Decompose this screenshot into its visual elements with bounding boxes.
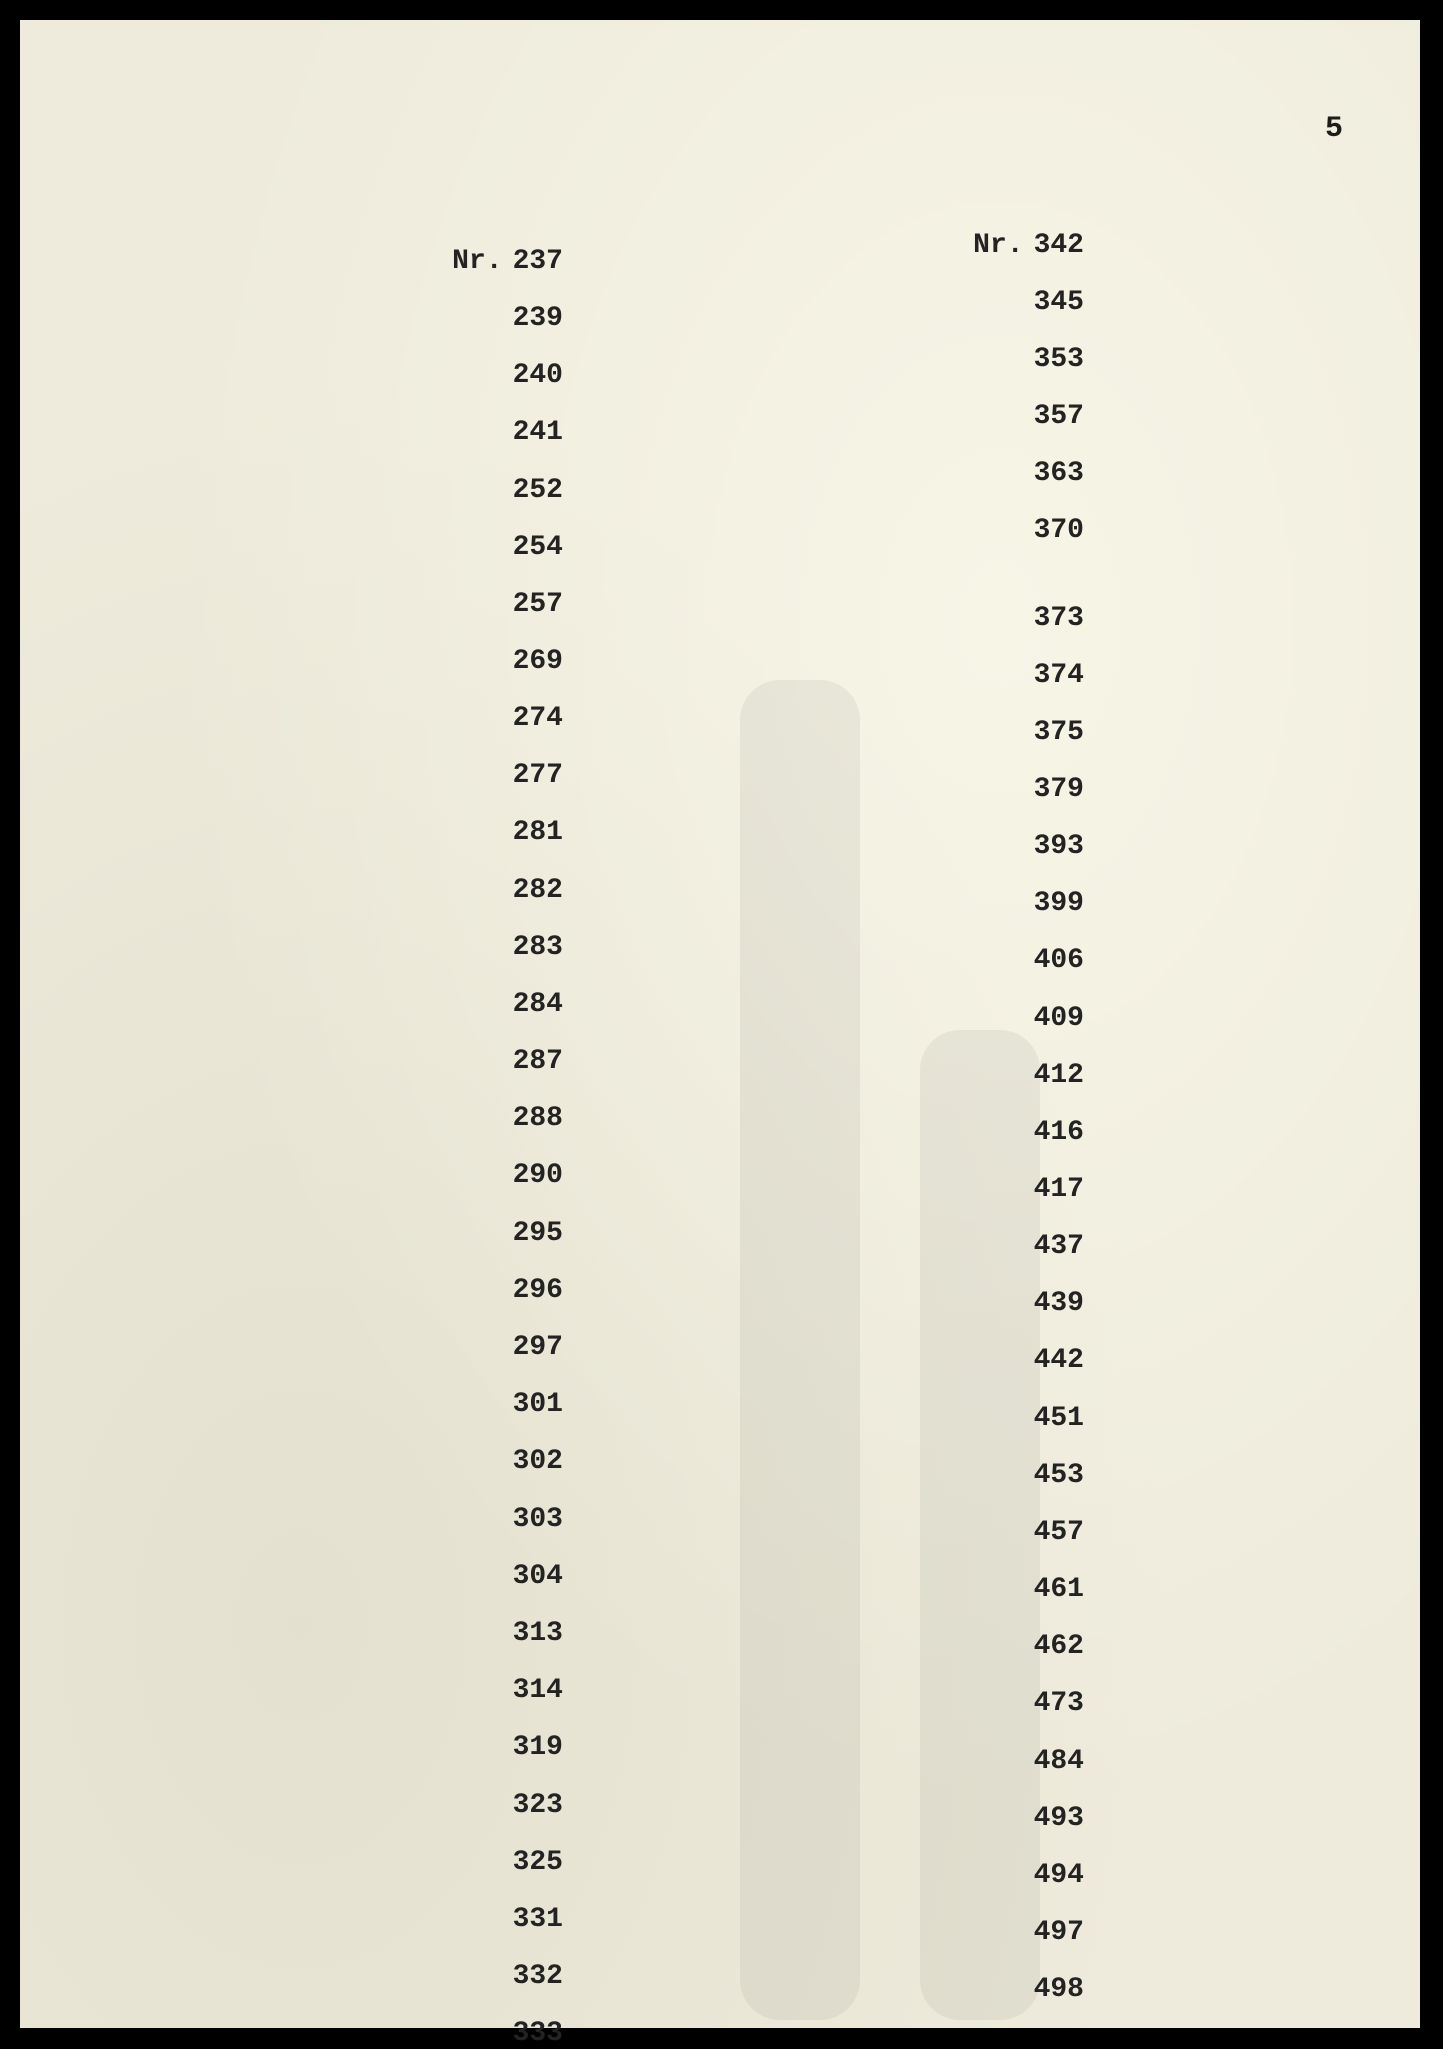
- left-entry-number: 303: [512, 1504, 563, 1535]
- left-entry-number: 333: [512, 2018, 563, 2049]
- right-entry-number: 374: [1033, 660, 1084, 691]
- left-entry-number: 281: [512, 817, 563, 848]
- right-entry-number: 353: [1033, 344, 1084, 375]
- left-entry-number: 295: [512, 1218, 563, 1249]
- right-entry: [1034, 1517, 1084, 1548]
- right-entry-number: 498: [1033, 1974, 1084, 2005]
- left-entry: [513, 989, 563, 1020]
- right-entry: [1034, 1174, 1084, 1205]
- left-entry-number: 319: [512, 1732, 563, 1763]
- left-entry-number: 241: [512, 417, 563, 448]
- right-entry-number: 375: [1033, 717, 1084, 748]
- right-entry: [973, 230, 1084, 261]
- right-entry-number: 473: [1033, 1688, 1084, 1719]
- right-entry-number: 494: [1033, 1860, 1084, 1891]
- right-entry-number: 412: [1033, 1060, 1084, 1091]
- left-entry: [513, 1275, 563, 1306]
- right-entry-number: 373: [1033, 603, 1084, 634]
- right-entry-number: 462: [1033, 1631, 1084, 1662]
- left-entry-number: 282: [512, 875, 563, 906]
- left-entry: [513, 589, 563, 620]
- right-entry: [1034, 717, 1084, 748]
- right-entry: [1034, 1060, 1084, 1091]
- right-entry: [1034, 1631, 1084, 1662]
- right-entry: [1034, 1917, 1084, 1948]
- right-entry-number: 406: [1033, 945, 1084, 976]
- right-entry: [1034, 401, 1084, 432]
- left-entry-number: 288: [512, 1103, 563, 1134]
- left-number-column: [320, 20, 563, 2049]
- left-entry: [513, 1103, 563, 1134]
- right-entry: [1034, 660, 1084, 691]
- left-entry-prefix: Nr.: [452, 246, 503, 277]
- left-entry-number: 323: [512, 1790, 563, 1821]
- left-entry-number: 296: [512, 1275, 563, 1306]
- right-entry: [1034, 1003, 1084, 1034]
- left-entry: [513, 1046, 563, 1077]
- right-entry: [1034, 287, 1084, 318]
- right-entry-prefix: Nr.: [973, 230, 1024, 261]
- left-entry: [513, 1218, 563, 1249]
- right-entry-number: 370: [1033, 515, 1084, 546]
- right-entry-number: 393: [1033, 831, 1084, 862]
- left-entry-number: 290: [512, 1160, 563, 1191]
- left-entry-number: 331: [512, 1904, 563, 1935]
- right-entry-number: 453: [1033, 1460, 1084, 1491]
- right-entry: [1034, 1974, 1084, 2005]
- left-entry-number: 283: [512, 932, 563, 963]
- right-entry-number: 497: [1033, 1917, 1084, 1948]
- left-entry-number: 304: [512, 1561, 563, 1592]
- right-entry-number: 493: [1033, 1803, 1084, 1834]
- right-entry-number: 363: [1033, 458, 1084, 489]
- right-entry-number: 379: [1033, 774, 1084, 805]
- left-entry: [513, 532, 563, 563]
- right-entry: [1034, 1403, 1084, 1434]
- right-entry-number: 442: [1033, 1345, 1084, 1376]
- right-entry: [1034, 1345, 1084, 1376]
- left-entry: [513, 1160, 563, 1191]
- right-entry: [1034, 344, 1084, 375]
- right-entry: [1034, 1460, 1084, 1491]
- right-entry: [1034, 1860, 1084, 1891]
- right-entry: [1034, 945, 1084, 976]
- left-entry: [513, 1790, 563, 1821]
- right-entry-number: 457: [1033, 1517, 1084, 1548]
- left-entry: [513, 646, 563, 677]
- left-entry: [513, 1504, 563, 1535]
- left-entry-number: 257: [512, 589, 563, 620]
- left-entry-number: 269: [512, 646, 563, 677]
- left-entry: [513, 1561, 563, 1592]
- document-page: [20, 20, 1420, 2049]
- left-entry: [513, 932, 563, 963]
- right-entry-number: 409: [1033, 1003, 1084, 1034]
- right-entry-number: 399: [1033, 888, 1084, 919]
- left-entry: [513, 1732, 563, 1763]
- left-entry: [513, 1847, 563, 1878]
- left-entry: [513, 1618, 563, 1649]
- left-entry: [513, 417, 563, 448]
- right-entry: [1034, 458, 1084, 489]
- left-entry: [513, 475, 563, 506]
- left-entry-number: 325: [512, 1847, 563, 1878]
- left-entry: [513, 760, 563, 791]
- right-entry: [1034, 1117, 1084, 1148]
- right-entry: [1034, 1574, 1084, 1605]
- right-entry-number: 439: [1033, 1288, 1084, 1319]
- left-entry: [513, 1961, 563, 1992]
- left-entry: [513, 1904, 563, 1935]
- right-entry-number: 437: [1033, 1231, 1084, 1262]
- left-entry: [513, 2018, 563, 2049]
- left-entry-number: 332: [512, 1961, 563, 1992]
- right-entry-number: 451: [1033, 1403, 1084, 1434]
- right-entry: [1034, 1746, 1084, 1777]
- left-entry: [513, 360, 563, 391]
- right-number-column: [840, 20, 1084, 2028]
- left-entry-number: 313: [512, 1618, 563, 1649]
- right-entry-number: 345: [1033, 287, 1084, 318]
- left-entry: [513, 1389, 563, 1420]
- right-entry-number: 461: [1033, 1574, 1084, 1605]
- left-entry-number: 240: [512, 360, 563, 391]
- left-entry: [513, 303, 563, 334]
- right-entry: [1034, 603, 1084, 634]
- left-entry-number: 237: [512, 246, 563, 277]
- page-number: 5: [1325, 112, 1344, 146]
- left-entry-number: 301: [512, 1389, 563, 1420]
- left-entry-number: 297: [512, 1332, 563, 1363]
- left-entry: [513, 1446, 563, 1477]
- left-entry-number: 239: [512, 303, 563, 334]
- right-entry: [1034, 774, 1084, 805]
- right-entry-number: 417: [1033, 1174, 1084, 1205]
- left-entry: [452, 246, 563, 277]
- left-entry-number: 274: [512, 703, 563, 734]
- left-entry-number: 252: [512, 475, 563, 506]
- left-entry-number: 254: [512, 532, 563, 563]
- right-entry: [1034, 515, 1084, 546]
- right-entry: [1034, 1803, 1084, 1834]
- left-entry-number: 284: [512, 989, 563, 1020]
- right-entry: [1034, 888, 1084, 919]
- left-entry: [513, 1332, 563, 1363]
- right-entry: [1034, 831, 1084, 862]
- left-entry: [513, 1675, 563, 1706]
- left-entry: [513, 817, 563, 848]
- left-entry-number: 302: [512, 1446, 563, 1477]
- right-entry: [1034, 1688, 1084, 1719]
- left-entry-number: 277: [512, 760, 563, 791]
- right-entry-number: 357: [1033, 401, 1084, 432]
- right-entry: [1034, 1231, 1084, 1262]
- left-entry: [513, 703, 563, 734]
- left-entry: [513, 875, 563, 906]
- left-entry-number: 314: [512, 1675, 563, 1706]
- right-entry-number: 416: [1033, 1117, 1084, 1148]
- right-entry-number: 342: [1033, 230, 1084, 261]
- left-entry-number: 287: [512, 1046, 563, 1077]
- right-entry: [1034, 1288, 1084, 1319]
- right-entry-number: 484: [1033, 1746, 1084, 1777]
